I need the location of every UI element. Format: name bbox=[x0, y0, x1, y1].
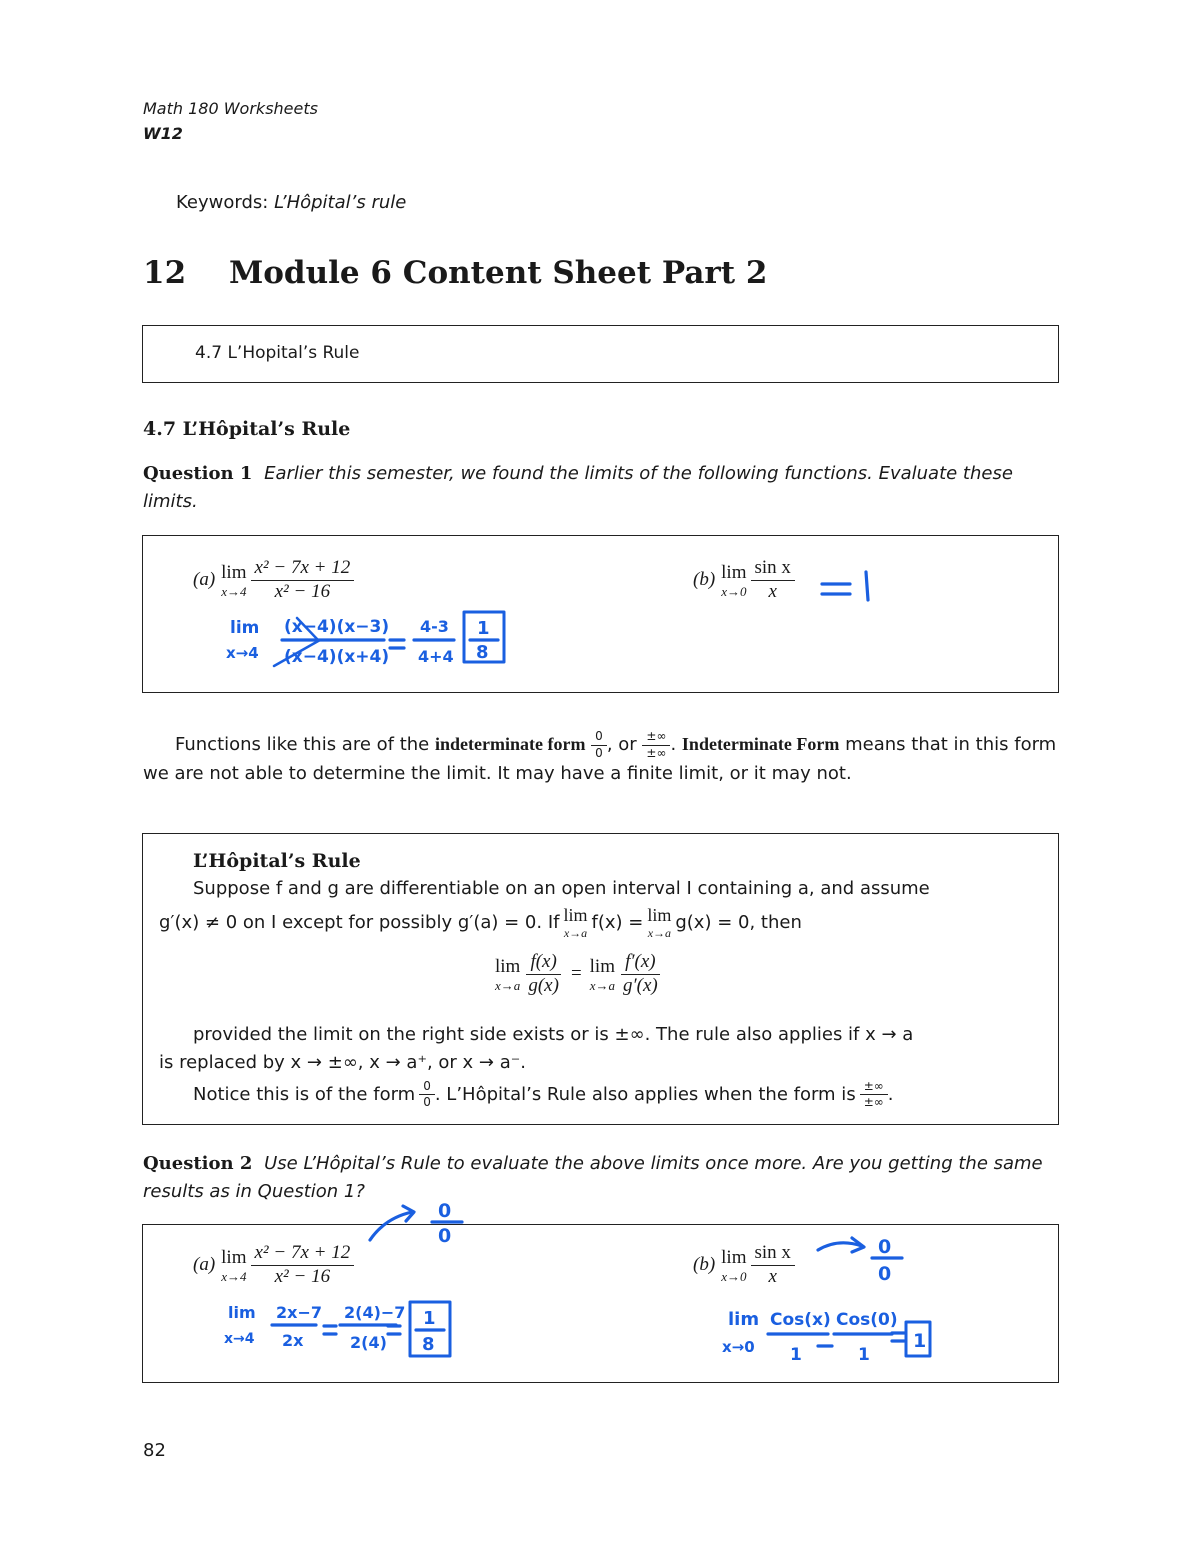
handwritten-lim: lim bbox=[228, 1303, 256, 1322]
rule-line1: Suppose f and g are differentiable on an open interval I containing a, and assume bbox=[193, 878, 930, 899]
question1-text: Earlier this semester, we found the limits of the following functions. Evaluate these limits. bbox=[143, 463, 1013, 512]
fraction-numerator: f′(x) bbox=[621, 952, 660, 975]
rule-line3: provided the limit on the right side exists or is ±∞. The rule also applies if x → a bbox=[193, 1024, 914, 1045]
handwritten-one: 1 bbox=[790, 1345, 802, 1365]
handwritten-lim: lim bbox=[230, 618, 260, 638]
lim-subscript: x→0 bbox=[721, 1268, 747, 1284]
q1a-label: (a) bbox=[193, 569, 216, 591]
rule-line2-a: g′(x) ≠ 0 on I except for possibly g′(a) = 0. If bbox=[159, 912, 560, 933]
rule-line4: is replaced by x → ±∞, x → a⁺, or x → a⁻. bbox=[159, 1052, 526, 1073]
fraction-numerator: f(x) bbox=[526, 952, 560, 975]
fraction-numerator: x² − 7x + 12 bbox=[251, 558, 355, 581]
handwritten-denominator-2: 2(4) bbox=[350, 1333, 387, 1352]
lim-subscript: x→4 bbox=[221, 1268, 247, 1284]
arrow-icon bbox=[370, 1212, 412, 1240]
handwritten-denominator: (x−4)(x+4) bbox=[284, 647, 390, 667]
q1b-label: (b) bbox=[693, 569, 716, 591]
handwritten-sub: x→4 bbox=[226, 644, 259, 662]
rule-line5-a: Notice this is of the form bbox=[193, 1084, 416, 1106]
section-number: 12 bbox=[143, 255, 187, 291]
handwritten-cos-0: Cos(0) bbox=[836, 1310, 898, 1330]
handwritten-numerator-2: 2(4)−7 bbox=[344, 1303, 406, 1322]
fraction-denominator: g(x) bbox=[528, 974, 559, 996]
q2b-label: (b) bbox=[693, 1254, 716, 1276]
question1-label: Question 1 bbox=[143, 463, 253, 484]
rule-line5: Notice this is of the form $\frac{0}{0}$ . L’Hôpital’s Rule also applies when the form is $\frac{\pm\infty}{\pm\infty}$ . bbox=[193, 1079, 894, 1110]
form-note-b-num: 0 bbox=[878, 1236, 892, 1258]
toc-item: 4.7 L’Hopital’s Rule bbox=[195, 343, 360, 363]
lim-text: lim bbox=[563, 905, 588, 925]
rule-line2-b: f(x) = bbox=[591, 912, 644, 933]
handwritten-cos-x: Cos(x) bbox=[770, 1310, 831, 1330]
handwritten-denominator-2: 4+4 bbox=[418, 647, 454, 666]
question2-label: Question 2 bbox=[143, 1153, 253, 1174]
form-note-b-den: 0 bbox=[878, 1263, 892, 1285]
keywords-label: Keywords: bbox=[176, 192, 269, 213]
fraction-numerator: sin x bbox=[751, 558, 795, 581]
handwritten-answer-num: 1 bbox=[477, 618, 490, 639]
handwritten-answer-b: 1 bbox=[913, 1330, 927, 1352]
lim-subscript: x→0 bbox=[721, 583, 747, 599]
lim-subscript: x→4 bbox=[221, 583, 247, 599]
indeterminate-paragraph: Functions like this are of the indeterminate form $\frac{0}{0}$ , or $\frac{\pm\infty}{\pm\infty}$ . Indeterminate Form means that in this form we are not able to determine the limit. It may have a finite limit, or it may not. bbox=[143, 729, 1057, 784]
lim-subscript: x→a bbox=[495, 977, 521, 993]
fraction-denominator: x² − 16 bbox=[274, 1265, 331, 1287]
handwritten-answer-num: 1 bbox=[423, 1308, 436, 1329]
fraction-denominator: g′(x) bbox=[623, 974, 658, 996]
handwritten-sub: x→4 bbox=[224, 1331, 255, 1347]
para-term1: indeterminate form bbox=[434, 734, 586, 754]
para-term2: Indeterminate Form bbox=[681, 734, 840, 754]
handwritten-one-2: 1 bbox=[858, 1345, 870, 1365]
frac-den: 0 bbox=[423, 1095, 431, 1110]
rule-line5-b: . L’Hôpital’s Rule also applies when the form is bbox=[434, 1084, 856, 1106]
frac-num: ±∞ bbox=[860, 1080, 888, 1095]
lim-text: lim bbox=[221, 561, 247, 583]
handwritten-denominator: 2x bbox=[282, 1331, 304, 1350]
handwritten-numerator-2: 4-3 bbox=[420, 617, 449, 636]
fraction-numerator: x² − 7x + 12 bbox=[251, 1243, 355, 1266]
q2a-label: (a) bbox=[193, 1254, 216, 1276]
keywords-value: L’Hôpital’s rule bbox=[274, 192, 407, 213]
frac-den: ±∞ bbox=[863, 1095, 884, 1110]
fraction-denominator: x bbox=[768, 1265, 777, 1287]
page-number: 82 bbox=[143, 1440, 166, 1461]
course-title: Math 180 Worksheets bbox=[143, 99, 318, 118]
lim-subscript: x→a bbox=[589, 977, 615, 993]
form-note-a-den: 0 bbox=[438, 1225, 452, 1247]
handwritten-sub-b: x→0 bbox=[722, 1338, 755, 1356]
frac-num: 0 bbox=[591, 730, 607, 745]
subsection-title: 4.7 L’Hôpital’s Rule bbox=[143, 418, 351, 440]
para-or: , or bbox=[606, 734, 637, 755]
section-title: Module 6 Content Sheet Part 2 bbox=[228, 255, 768, 291]
lim-text: lim bbox=[221, 1246, 247, 1268]
eq-equals: = bbox=[570, 963, 582, 985]
frac-den: ±∞ bbox=[646, 745, 667, 760]
form-note-a-num: 0 bbox=[438, 1200, 452, 1222]
para-rest: means that in this form we are not able to determine the limit. It may have a finite limit, or it may not. bbox=[143, 734, 1057, 784]
lim-text: lim bbox=[589, 955, 615, 977]
frac-num: ±∞ bbox=[642, 730, 670, 745]
fraction-numerator: sin x bbox=[751, 1243, 795, 1266]
handwritten-lim-b: lim bbox=[728, 1309, 760, 1330]
lim-subscript: x→a bbox=[647, 926, 672, 940]
fraction-denominator: x² − 16 bbox=[274, 580, 331, 602]
rule-line2-c: g(x) = 0, then bbox=[675, 912, 802, 933]
question2-text: Use L’Hôpital’s Rule to evaluate the above limits once more. Are you getting the same results as in Question 1? bbox=[143, 1153, 1043, 1202]
rule-title: L’Hôpital’s Rule bbox=[193, 850, 361, 872]
handwritten-numerator: (x−4)(x−3) bbox=[284, 617, 390, 637]
frac-den: 0 bbox=[595, 745, 603, 760]
lim-text: lim bbox=[647, 905, 672, 925]
frac-num: 0 bbox=[419, 1080, 435, 1095]
handwritten-answer-den: 8 bbox=[422, 1334, 435, 1355]
handwritten-numerator: 2x−7 bbox=[276, 1303, 322, 1322]
fraction-denominator: x bbox=[768, 580, 777, 602]
lim-text: lim bbox=[495, 955, 521, 977]
worksheet-code: W12 bbox=[143, 124, 183, 143]
lim-text: lim bbox=[721, 1246, 747, 1268]
lim-subscript: x→a bbox=[563, 926, 588, 940]
para-intro: Functions like this are of the bbox=[175, 734, 430, 755]
lim-text: lim bbox=[721, 561, 747, 583]
handwritten-answer-den: 8 bbox=[476, 642, 489, 663]
